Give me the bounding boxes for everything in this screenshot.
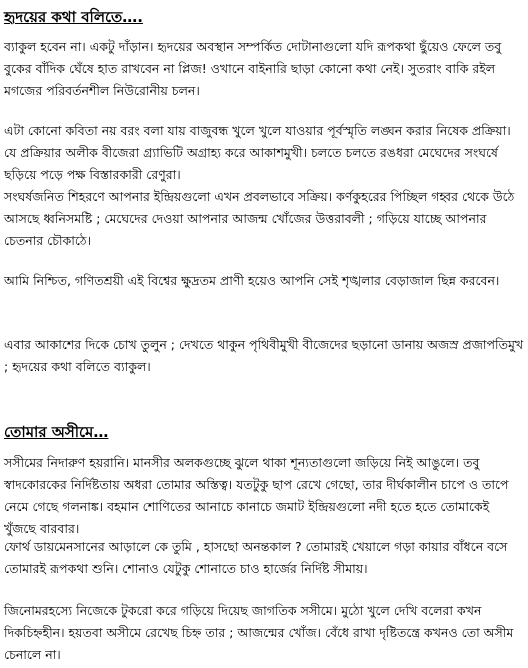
paragraph: সংঘর্ষজনিত শিহরণে আপনার ইন্দ্রিয়গুলো এখন প্রবলভাবে সক্রিয়। কর্ণকুহরের পিচ্ছিল গহ্বর থেকে উঠে আসছে ধ্বনিসমষ্টি ; মেঘেদের দেওয়া আপনার আজন্ম খোঁজের উত্তরাবলী ; গড়িয়ে যাচ্ছে আপনার চেতনার চৌকাঠে। (4, 189, 515, 248)
paragraph: এবার আকাশের দিকে চোখ তুলুন ; দেখতে থাকুন পৃথিবীমুখী বীজেদের ছড়ানো ডানায় অজস্র প্রজাপতিমুখ ; হৃদয়ের কথা বলিতে ব্যাকুল। (4, 337, 524, 374)
paragraph: ব্যাকুল হবেন না। একটু দাঁড়ান। হৃদয়ের অবস্থান সম্পর্কিত দোটানাগুলো যদি রূপকথা ছুঁয়েও ফেলে তবু বুকের বাঁদিক ঘেঁষে হাত রাখবেন না প্লিজ! ওখানে বাইনারি ছাড়া কোনো কথা নেই। সুতরাং বাকি রইল মগজের পরিবর্তনশীল নিউরোনীয় চলন। (4, 39, 502, 98)
paragraph: ফোর্থ ডায়মেনসানের আড়ালে কে তুমি , হাসছো অনন্তকাল ? তোমারই খেয়ালে গড়া কায়ার বাঁধনে বসে তোমারই রূপকথা শুনি। শোনাও যেটুকু শোনাতে চাও হার্জের নির্দিষ্ট সীমায়। (4, 539, 508, 576)
paragraph: আমি নিশ্চিত, গণিতশ্রয়ী এই বিশ্বের ক্ষুদ্রতম প্রাণী হয়েও আপনি সেই শৃঙ্খলার বেড়াজাল ছিন্ন করবেন। (4, 273, 500, 288)
section-title: তোমার অসীমে… (4, 423, 109, 441)
paragraph: জিনোমরহস্যে নিজেকে টুকরো করে গড়িয়ে দিয়েছ জাগতিক সসীমে। মুঠো খুলে দেখি বলেরা কখন দিকচিহ্নহীন। হয়তবা অসীমে রেখেছ চিহ্ন তার ; আজন্মের খোঁজ। বেঁধে রাখা দৃষ্টিতন্ত্রে কখনও তো অসীম চেনালে না। (4, 603, 514, 662)
section-title: হৃদয়ের কথা বলিতে…. (4, 8, 144, 26)
paragraph: এটা কোনো কবিতা নয় বরং বলা যায় বাজুবন্ধ খুলে খুলে যাওয়ার পূর্বস্মৃতি লঙ্ঘন করার নিষেক প্রক্রিয়া। যে প্রক্রিয়ার অলীক বীজেরা গ্র্যাভিটি অগ্রাহ্য করে আকাশমুখী। চলতে চলতে রঙধরা মেঘেদের সংঘর্ষে ছড়িয়ে পড়ে পক্ষ বিস্তারকারী রেণুরা। (4, 123, 511, 182)
paragraph: সসীমের নিদারুণ হয়রানি। মানসীর অলকগুচ্ছে ঝুলে থাকা শূন্যতাগুলো জড়িয়ে নিই আঙুলে। তবু স্বাদকোরকের নির্দিষ্টতায় অধরা তোমার অস্তিত্ব। যতটুকু ছাপ রেখে গেছো, তার দীর্ঘকালীন চাপে ও তাপে নেমে গেছে গলনাঙ্ক। বহমান শোণিতের আনাচে কানাচে জমাট ইন্দ্রিয়গুলো নদী হতে হতে তোমাকেই খুঁজছে বারবার। (4, 455, 509, 536)
